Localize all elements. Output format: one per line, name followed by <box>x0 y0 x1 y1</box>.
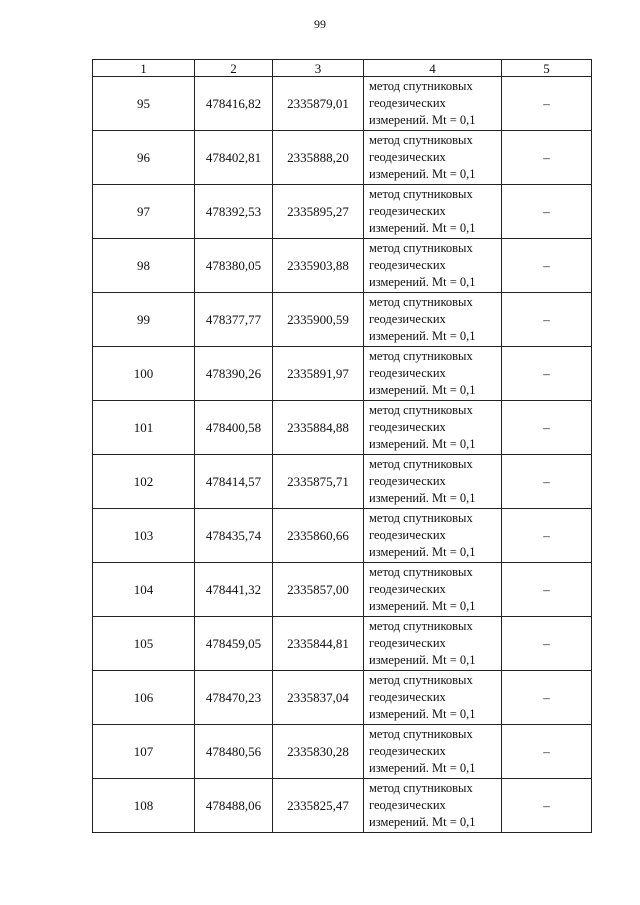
coordinates-table <box>92 59 592 833</box>
method-line-1: метод спутниковых <box>369 295 473 309</box>
col5-dash: – <box>502 347 592 401</box>
table-row <box>93 725 592 779</box>
method-line-3: измерений. Mt = 0,1 <box>369 599 476 613</box>
col5-dash: – <box>502 509 592 563</box>
point-number: 102 <box>93 455 195 509</box>
method-description <box>364 293 502 347</box>
coordinate-x: 478414,57 <box>195 455 273 509</box>
method-line-1: метод спутниковых <box>369 565 473 579</box>
point-number: 95 <box>93 77 195 131</box>
method-line-1: метод спутниковых <box>369 403 473 417</box>
method-line-1: метод спутниковых <box>369 79 473 93</box>
method-description <box>364 779 502 833</box>
point-number: 106 <box>93 671 195 725</box>
table-row <box>93 401 592 455</box>
col5-dash: – <box>502 725 592 779</box>
coordinate-y: 2335903,88 <box>273 239 364 293</box>
point-number: 101 <box>93 401 195 455</box>
table-row <box>93 347 592 401</box>
coordinate-y: 2335825,47 <box>273 779 364 833</box>
coordinate-x: 478488,06 <box>195 779 273 833</box>
method-line-3: измерений. Mt = 0,1 <box>369 707 476 721</box>
method-line-3: измерений. Mt = 0,1 <box>369 545 476 559</box>
point-number: 97 <box>93 185 195 239</box>
method-description <box>364 131 502 185</box>
method-line-2: геодезических <box>369 204 446 218</box>
coordinate-y: 2335900,59 <box>273 293 364 347</box>
method-description <box>364 725 502 779</box>
method-line-3: измерений. Mt = 0,1 <box>369 275 476 289</box>
method-line-2: геодезических <box>369 96 446 110</box>
coordinate-x: 478459,05 <box>195 617 273 671</box>
method-description <box>364 563 502 617</box>
point-number: 105 <box>93 617 195 671</box>
table-row <box>93 77 592 131</box>
table-row <box>93 509 592 563</box>
method-line-3: измерений. Mt = 0,1 <box>369 815 476 829</box>
method-description <box>364 77 502 131</box>
method-line-1: метод спутниковых <box>369 619 473 633</box>
method-description <box>364 239 502 293</box>
point-number: 98 <box>93 239 195 293</box>
method-line-1: метод спутниковых <box>369 187 473 201</box>
method-line-1: метод спутниковых <box>369 241 473 255</box>
col5-dash: – <box>502 671 592 725</box>
point-number: 108 <box>93 779 195 833</box>
method-line-3: измерений. Mt = 0,1 <box>369 437 476 451</box>
coordinate-y: 2335844,81 <box>273 617 364 671</box>
col5-dash: – <box>502 617 592 671</box>
table-row <box>93 293 592 347</box>
table-row <box>93 671 592 725</box>
page-number: 99 <box>314 17 326 31</box>
table-body <box>93 77 592 833</box>
method-description <box>364 185 502 239</box>
method-line-1: метод спутниковых <box>369 133 473 147</box>
table-row <box>93 185 592 239</box>
method-line-2: геодезических <box>369 690 446 704</box>
coordinate-x: 478392,53 <box>195 185 273 239</box>
col5-dash: – <box>502 131 592 185</box>
method-description <box>364 617 502 671</box>
method-description <box>364 347 502 401</box>
table-row <box>93 239 592 293</box>
coordinate-x: 478390,26 <box>195 347 273 401</box>
header-row <box>93 60 592 77</box>
method-line-2: геодезических <box>369 798 446 812</box>
coordinate-y: 2335830,28 <box>273 725 364 779</box>
method-line-2: геодезических <box>369 744 446 758</box>
method-line-1: метод спутниковых <box>369 511 473 525</box>
point-number: 96 <box>93 131 195 185</box>
method-line-1: метод спутниковых <box>369 457 473 471</box>
method-line-2: геодезических <box>369 582 446 596</box>
header-col-4: 4 <box>364 60 502 77</box>
coordinate-x: 478416,82 <box>195 77 273 131</box>
header-col-3: 3 <box>273 60 364 77</box>
method-line-3: измерений. Mt = 0,1 <box>369 761 476 775</box>
table-header <box>93 60 592 77</box>
coordinate-y: 2335891,97 <box>273 347 364 401</box>
method-line-2: геодезических <box>369 528 446 542</box>
col5-dash: – <box>502 239 592 293</box>
table-row <box>93 617 592 671</box>
col5-dash: – <box>502 77 592 131</box>
coordinate-x: 478441,32 <box>195 563 273 617</box>
method-description <box>364 671 502 725</box>
coordinate-x: 478402,81 <box>195 131 273 185</box>
header-col-5: 5 <box>502 60 592 77</box>
method-line-2: геодезических <box>369 150 446 164</box>
method-line-2: геодезических <box>369 636 446 650</box>
method-line-3: измерений. Mt = 0,1 <box>369 221 476 235</box>
col5-dash: – <box>502 455 592 509</box>
method-line-1: метод спутниковых <box>369 673 473 687</box>
coordinate-y: 2335857,00 <box>273 563 364 617</box>
method-line-2: геодезических <box>369 312 446 326</box>
coordinate-x: 478470,23 <box>195 671 273 725</box>
method-line-3: измерений. Mt = 0,1 <box>369 653 476 667</box>
method-line-3: измерений. Mt = 0,1 <box>369 491 476 505</box>
point-number: 99 <box>93 293 195 347</box>
coordinate-y: 2335860,66 <box>273 509 364 563</box>
method-line-1: метод спутниковых <box>369 349 473 363</box>
coordinate-x: 478435,74 <box>195 509 273 563</box>
coordinate-x: 478377,77 <box>195 293 273 347</box>
coordinate-x: 478480,56 <box>195 725 273 779</box>
method-description <box>364 401 502 455</box>
col5-dash: – <box>502 401 592 455</box>
header-col-1: 1 <box>93 60 195 77</box>
method-line-2: геодезических <box>369 474 446 488</box>
coordinate-y: 2335895,27 <box>273 185 364 239</box>
col5-dash: – <box>502 293 592 347</box>
coordinate-x: 478380,05 <box>195 239 273 293</box>
coordinate-y: 2335888,20 <box>273 131 364 185</box>
method-line-1: метод спутниковых <box>369 727 473 741</box>
method-description <box>364 455 502 509</box>
point-number: 103 <box>93 509 195 563</box>
method-description <box>364 509 502 563</box>
method-line-2: геодезических <box>369 420 446 434</box>
method-line-3: измерений. Mt = 0,1 <box>369 383 476 397</box>
coordinate-x: 478400,58 <box>195 401 273 455</box>
col5-dash: – <box>502 563 592 617</box>
coordinate-y: 2335837,04 <box>273 671 364 725</box>
method-line-2: геодезических <box>369 258 446 272</box>
table-row <box>93 563 592 617</box>
coordinate-y: 2335875,71 <box>273 455 364 509</box>
table-row <box>93 131 592 185</box>
point-number: 107 <box>93 725 195 779</box>
point-number: 104 <box>93 563 195 617</box>
col5-dash: – <box>502 779 592 833</box>
header-col-2: 2 <box>195 60 273 77</box>
table-row <box>93 779 592 833</box>
col5-dash: – <box>502 185 592 239</box>
coordinate-y: 2335884,88 <box>273 401 364 455</box>
point-number: 100 <box>93 347 195 401</box>
method-line-3: измерений. Mt = 0,1 <box>369 113 476 127</box>
method-line-1: метод спутниковых <box>369 781 473 795</box>
method-line-3: измерений. Mt = 0,1 <box>369 167 476 181</box>
method-line-3: измерений. Mt = 0,1 <box>369 329 476 343</box>
coordinate-y: 2335879,01 <box>273 77 364 131</box>
method-line-2: геодезических <box>369 366 446 380</box>
table-row <box>93 455 592 509</box>
